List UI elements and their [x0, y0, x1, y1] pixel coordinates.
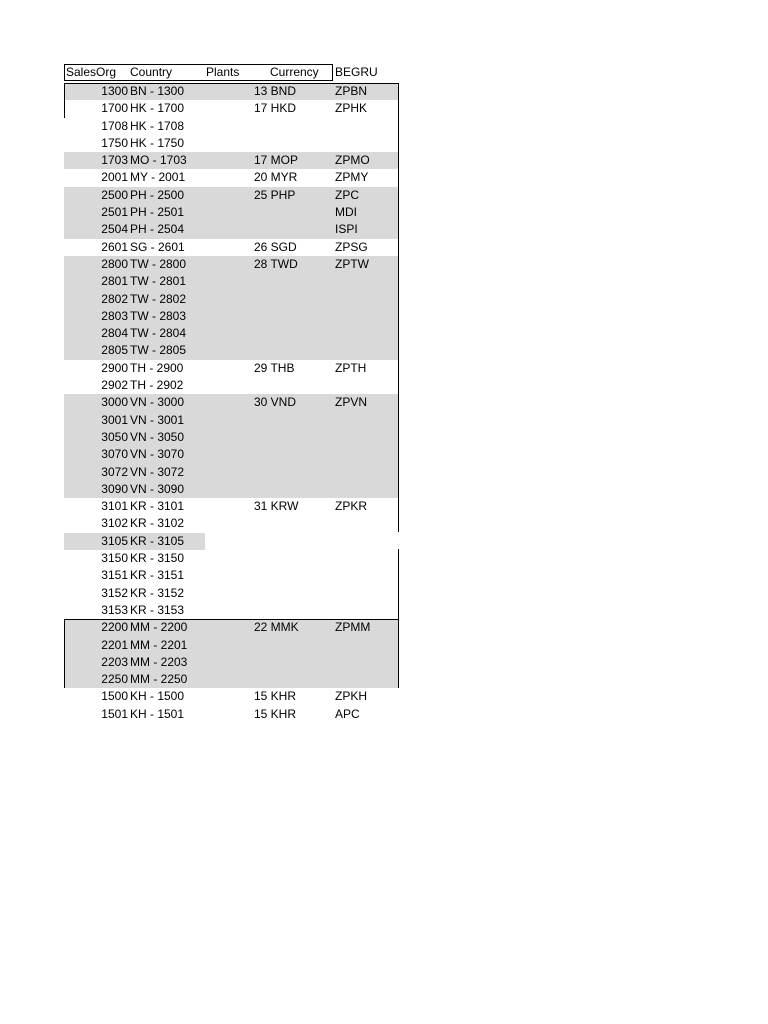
cell-salesorg[interactable]: 2900: [101, 360, 128, 375]
cell-country[interactable]: KR - 3102: [130, 516, 185, 531]
cell-country[interactable]: KR - 3101: [130, 499, 185, 514]
cell-begru[interactable]: ZPVN: [335, 395, 368, 410]
cell-salesorg[interactable]: 2803: [101, 308, 128, 323]
cell-begru[interactable]: ZPMY: [335, 170, 369, 185]
table-row: [64, 654, 399, 671]
table-row: [64, 239, 399, 256]
cell-country[interactable]: KH - 1500: [130, 689, 185, 704]
cell-country[interactable]: MM - 2250: [130, 672, 188, 687]
cell-country[interactable]: TW - 2801: [130, 274, 187, 289]
cell-country[interactable]: SG - 2601: [130, 239, 185, 254]
table-row: [64, 83, 399, 100]
cell-salesorg[interactable]: 2802: [101, 291, 128, 306]
cell-salesorg[interactable]: 3072: [101, 464, 128, 479]
cell-begru[interactable]: ZPKH: [335, 689, 368, 704]
table-row: [64, 446, 399, 463]
table-row: [64, 619, 399, 636]
cell-country[interactable]: KR - 3151: [130, 568, 185, 583]
cell-country[interactable]: PH - 2504: [130, 222, 185, 237]
table-row: [64, 135, 399, 152]
table-row: [64, 688, 399, 705]
cell-salesorg[interactable]: 3000: [101, 395, 128, 410]
cell-country[interactable]: KR - 3152: [130, 585, 185, 600]
cell-country[interactable]: VN - 3050: [130, 429, 185, 444]
table-row: [64, 169, 399, 186]
cell-salesorg[interactable]: 3001: [101, 412, 128, 427]
table-row: [64, 498, 399, 515]
top-rule: [64, 83, 399, 84]
cell-country[interactable]: HK - 1708: [130, 118, 185, 133]
cell-currency[interactable]: 15 KHR: [254, 689, 297, 704]
table-row: [64, 550, 399, 567]
table-row: [64, 533, 399, 550]
cell-salesorg[interactable]: 1500: [101, 689, 128, 704]
table-row: [64, 187, 399, 204]
cell-salesorg[interactable]: 2250: [101, 672, 128, 687]
table-row: [64, 152, 399, 169]
cell-begru[interactable]: ZPTW: [335, 256, 369, 271]
cell-salesorg[interactable]: 2500: [101, 187, 128, 202]
cell-currency[interactable]: 25 PHP: [254, 187, 296, 202]
cell-country[interactable]: TH - 2900: [130, 360, 184, 375]
cell-currency[interactable]: 26 SGD: [254, 239, 297, 254]
cell-country[interactable]: MO - 1703: [130, 153, 187, 168]
cell-salesorg[interactable]: 3050: [101, 429, 128, 444]
cell-begru[interactable]: ZPBN: [335, 84, 368, 98]
cell-begru[interactable]: MDI: [335, 205, 357, 220]
table-row: [64, 342, 399, 359]
cell-currency[interactable]: 22 MMK: [254, 620, 299, 635]
cell-country[interactable]: HK - 1700: [130, 101, 185, 116]
cell-country[interactable]: TW - 2802: [130, 291, 187, 306]
cell-country[interactable]: VN - 3001: [130, 412, 185, 427]
cell-salesorg[interactable]: 3105: [101, 533, 128, 548]
table-row: [64, 308, 399, 325]
table-row: [64, 429, 399, 446]
cell-currency[interactable]: 17 HKD: [254, 101, 297, 116]
cell-country[interactable]: PH - 2500: [130, 187, 185, 202]
cell-salesorg[interactable]: 3153: [101, 602, 128, 617]
cell-country[interactable]: VN - 3000: [130, 395, 185, 410]
cell-salesorg[interactable]: 1703: [101, 153, 128, 168]
cell-begru[interactable]: ZPHK: [335, 101, 368, 116]
cell-salesorg[interactable]: 3090: [101, 481, 128, 496]
cell-country[interactable]: KR - 3105: [130, 533, 185, 548]
cell-salesorg[interactable]: 1501: [101, 706, 128, 721]
cell-currency[interactable]: 15 KHR: [254, 706, 297, 721]
table-row: [64, 204, 399, 221]
cell-salesorg[interactable]: 3101: [101, 499, 128, 514]
table-row: [64, 585, 399, 602]
table-row: [64, 464, 399, 481]
table-row: [64, 325, 399, 342]
cell-begru[interactable]: ZPKR: [335, 499, 368, 514]
cell-begru[interactable]: ZPMM: [335, 620, 371, 635]
table-body: [64, 83, 399, 723]
cell-country[interactable]: VN - 3072: [130, 464, 185, 479]
cell-begru[interactable]: ZPTH: [335, 360, 367, 375]
cell-salesorg[interactable]: 3070: [101, 447, 128, 462]
table-row: [64, 637, 399, 654]
table-row: [64, 412, 399, 429]
left-border-bottom: [64, 619, 65, 688]
header-begru[interactable]: BEGRU: [335, 65, 378, 79]
cell-currency[interactable]: 31 KRW: [254, 499, 299, 514]
header-plants[interactable]: Plants: [206, 65, 240, 79]
cell-country[interactable]: TW - 2800: [130, 256, 187, 271]
left-border-top: [64, 83, 65, 118]
cell-salesorg[interactable]: 2200: [101, 620, 128, 635]
cell-country[interactable]: TW - 2805: [130, 343, 187, 358]
cell-country[interactable]: MM - 2201: [130, 637, 188, 652]
table-row: [64, 671, 399, 688]
cell-salesorg[interactable]: 1700: [101, 101, 128, 116]
cell-currency[interactable]: 20 MYR: [254, 170, 298, 185]
table-row: [64, 706, 399, 723]
table-row: [64, 567, 399, 584]
cell-salesorg[interactable]: 3150: [101, 551, 128, 566]
cell-country[interactable]: MM - 2200: [130, 620, 188, 635]
cell-begru[interactable]: APC: [335, 706, 360, 721]
cell-salesorg[interactable]: 3151: [101, 568, 128, 583]
cell-salesorg[interactable]: 2804: [101, 326, 128, 341]
cell-salesorg[interactable]: 3102: [101, 516, 128, 531]
table-row: [64, 360, 399, 377]
cell-salesorg[interactable]: 2805: [101, 343, 128, 358]
cell-currency[interactable]: 17 MOP: [254, 153, 299, 168]
cell-currency[interactable]: 28 TWD: [254, 256, 298, 271]
table-row: [64, 100, 399, 117]
table-row: [64, 273, 399, 290]
table-row: [64, 515, 399, 532]
cell-begru[interactable]: ISPI: [335, 222, 358, 237]
cell-salesorg[interactable]: 2800: [101, 256, 128, 271]
cell-country[interactable]: VN - 3090: [130, 481, 185, 496]
cell-begru[interactable]: ZPC: [335, 187, 359, 202]
cell-salesorg[interactable]: 2201: [101, 637, 128, 652]
cell-salesorg[interactable]: 2801: [101, 274, 128, 289]
cell-begru[interactable]: ZPMO: [335, 153, 370, 168]
table-row: [64, 291, 399, 308]
header-currency[interactable]: Currency: [270, 65, 319, 79]
cell-country[interactable]: MY - 2001: [130, 170, 186, 185]
cell-country[interactable]: TH - 2902: [130, 378, 184, 393]
table-row: [64, 118, 399, 135]
header-country[interactable]: Country: [130, 65, 173, 79]
table-row: [64, 256, 399, 273]
header-row: [64, 64, 399, 82]
cell-country[interactable]: PH - 2501: [130, 205, 185, 220]
cell-salesorg[interactable]: 2902: [101, 378, 128, 393]
cell-currency[interactable]: 13 BND: [254, 84, 297, 98]
cell-country[interactable]: TW - 2804: [130, 326, 187, 341]
table-row: [64, 221, 399, 238]
cell-country[interactable]: KR - 3150: [130, 551, 185, 566]
cell-country[interactable]: KH - 1501: [130, 706, 185, 721]
header-salesorg[interactable]: SalesOrg: [66, 65, 117, 79]
table-row: [64, 481, 399, 498]
cell-country[interactable]: BN - 1300: [130, 84, 185, 98]
cell-country[interactable]: MM - 2203: [130, 654, 188, 669]
cell-country[interactable]: TW - 2803: [130, 308, 187, 323]
cell-salesorg[interactable]: 2001: [101, 170, 128, 185]
table-row: [64, 377, 399, 394]
cell-begru[interactable]: ZPSG: [335, 239, 368, 254]
cell-country[interactable]: HK - 1750: [130, 135, 185, 150]
cell-salesorg[interactable]: 2504: [101, 222, 128, 237]
kr-mm-divider: [64, 619, 399, 620]
cell-salesorg[interactable]: 2203: [101, 654, 128, 669]
spreadsheet: [64, 64, 399, 721]
table-row: [64, 394, 399, 411]
right-border-top: [398, 83, 399, 532]
cell-salesorg[interactable]: 1708: [101, 118, 128, 133]
cell-country[interactable]: KR - 3153: [130, 602, 185, 617]
cell-salesorg[interactable]: 2501: [101, 205, 128, 220]
cell-salesorg[interactable]: 1750: [101, 135, 128, 150]
table-row: [64, 602, 399, 619]
cell-salesorg[interactable]: 2601: [101, 239, 128, 254]
cell-salesorg[interactable]: 1300: [101, 84, 128, 98]
cell-currency[interactable]: 29 THB: [254, 360, 295, 375]
cell-salesorg[interactable]: 3152: [101, 585, 128, 600]
cell-currency[interactable]: 30 VND: [254, 395, 297, 410]
cell-country[interactable]: VN - 3070: [130, 447, 185, 462]
